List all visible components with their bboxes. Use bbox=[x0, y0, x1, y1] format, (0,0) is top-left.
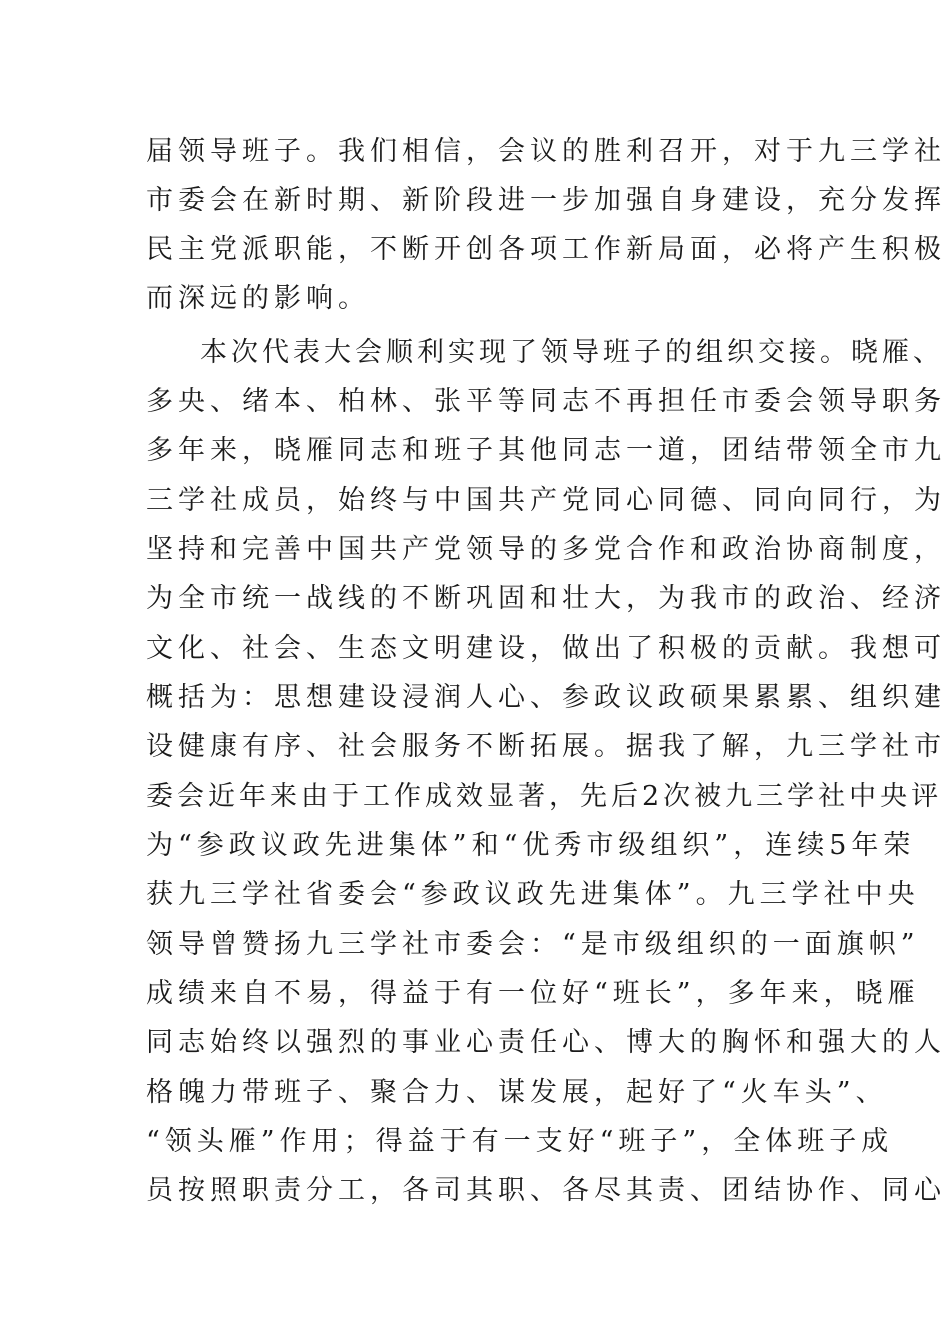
text-line: 格魄力带班子、聚合力、谋发展，起好了“火车头”、 bbox=[146, 1077, 888, 1108]
text-line: 设健康有序、社会服务不断拓展。据我了解，九三学社市 bbox=[146, 731, 946, 762]
text-line: 坚持和完善中国共产党领导的多党合作和政治协商制度， bbox=[146, 534, 946, 565]
text-line: 届领导班子。我们相信，会议的胜利召开，对于九三学社 bbox=[146, 136, 946, 167]
paragraph-first-line: 本次代表大会顺利实现了领导班子的组织交接。晓雁、 bbox=[200, 337, 944, 368]
text-line: 为全市统一战线的不断巩固和壮大，为我市的政治、经济 bbox=[146, 583, 946, 614]
text-line: 多央、绪本、柏林、张平等同志不再担任市委会领导职务 bbox=[146, 386, 946, 417]
text-line: 员按照职责分工，各司其职、各尽其责、团结协作、同心 bbox=[146, 1175, 946, 1206]
text-line: “领头雁”作用；得益于有一支好“班子”，全体班子成 bbox=[146, 1126, 894, 1157]
text-line: 同志始终以强烈的事业心责任心、博大的胸怀和强大的人 bbox=[146, 1027, 946, 1058]
text-line: 委会近年来由于工作成效显著，先后2次被九三学社中央评 bbox=[146, 781, 943, 812]
text-line: 成绩来自不易，得益于有一位好“班长”，多年来，晓雁 bbox=[146, 978, 920, 1009]
text-line: 为“参政议政先进集体”和“优秀市级组织”，连续5年荣 bbox=[146, 830, 916, 861]
text-line: 多年来，晓雁同志和班子其他同志一道，团结带领全市九 bbox=[146, 435, 946, 466]
text-line: 而深远的影响。 bbox=[146, 283, 370, 314]
text-line: 市委会在新时期、新阶段进一步加强自身建设，充分发挥 bbox=[146, 185, 946, 216]
text-line: 获九三学社省委会“参政议政先进集体”。九三学社中央 bbox=[146, 879, 920, 910]
text-line: 民主党派职能，不断开创各项工作新局面，必将产生积极 bbox=[146, 234, 946, 265]
text-line: 三学社成员，始终与中国共产党同心同德、同向同行，为 bbox=[146, 485, 946, 516]
text-line: 概括为：思想建设浸润人心、参政议政硕果累累、组织建 bbox=[146, 682, 946, 713]
text-line: 文化、社会、生态文明建设，做出了积极的贡献。我想可 bbox=[146, 633, 946, 664]
text-line: 领导曾赞扬九三学社市委会：“是市级组织的一面旗帜” bbox=[146, 929, 920, 960]
